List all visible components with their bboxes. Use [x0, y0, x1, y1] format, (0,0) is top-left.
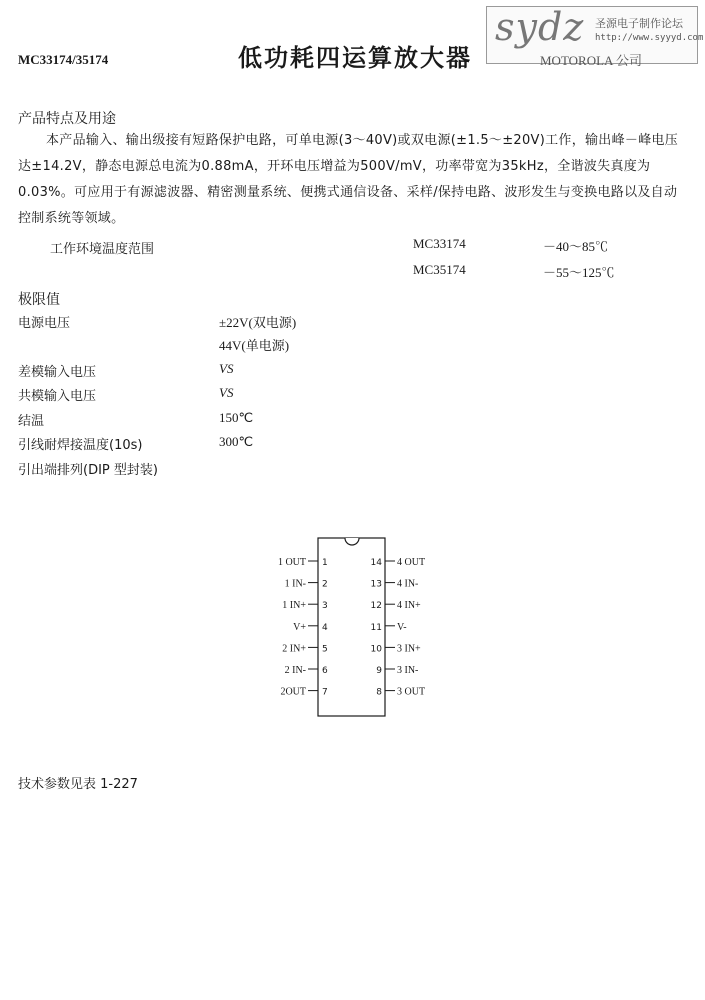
manufacturer: MOTOROLA 公司: [540, 53, 642, 68]
model-number: MC33174/35174: [18, 52, 109, 67]
pin-number-9: 9: [376, 666, 382, 676]
limits-heading: 极限值: [18, 292, 60, 308]
footer-note: 技术参数见表 1-227: [18, 777, 138, 792]
pin-number-12: 12: [370, 601, 382, 612]
pin-name-14: 4 OUT: [397, 557, 426, 568]
limit-label-cm-input: 共模输入电压: [18, 389, 97, 404]
limit-value-junction-temp: 150℃: [219, 410, 254, 425]
temp-part-2: MC35174: [413, 262, 466, 277]
temp-part-1: MC33174: [413, 236, 466, 251]
pin-name-7: 2OUT: [280, 686, 306, 698]
pin-number-4: 4: [322, 622, 328, 633]
pin-number-14: 14: [370, 558, 382, 568]
pin-name-9: 3 IN-: [397, 665, 419, 676]
pin-number-3: 3: [322, 601, 328, 612]
logo-text: sydz: [495, 5, 585, 49]
temp-range-2: －55～125℃: [543, 265, 615, 280]
pin-number-13: 13: [370, 579, 382, 590]
ic-package-body: [318, 538, 385, 716]
pinout-heading: 引出端排列(DIP 型封装): [18, 463, 158, 478]
pin-name-11: V-: [397, 621, 407, 633]
pin-number-5: 5: [322, 644, 328, 655]
temp-range-label: 工作环境温度范围: [50, 242, 155, 257]
limit-value-solder-temp: 300℃: [219, 434, 254, 449]
pin-number-10: 10: [370, 644, 382, 655]
pin-name-1: 1 OUT: [277, 557, 306, 568]
limit-label-solder-temp: 引线耐焊接温度(10s): [18, 438, 143, 453]
limit-value-diff-input: VS: [219, 361, 234, 376]
limit-label-diff-input: 差模输入电压: [18, 365, 97, 380]
features-heading: 产品特点及用途: [18, 111, 116, 127]
page-title: 低功耗四运算放大器: [238, 44, 472, 72]
pin-number-1: 1: [322, 558, 328, 568]
temp-range-1: －40～85℃: [543, 239, 609, 254]
pin-name-6: 2 IN-: [284, 665, 306, 676]
logo-url: http://www.syyyd.com: [595, 33, 704, 43]
pin-number-8: 8: [376, 687, 382, 698]
pin-name-3: 1 IN+: [282, 600, 306, 612]
pin-name-2: 1 IN-: [284, 578, 306, 590]
pin-number-7: 7: [322, 687, 328, 698]
limit-value-supply-dual: ±22V(双电源): [219, 315, 297, 330]
pin-number-6: 6: [322, 666, 328, 676]
pin-name-5: 2 IN+: [282, 643, 306, 655]
pin-name-8: 3 OUT: [397, 686, 426, 698]
pin-number-2: 2: [322, 579, 328, 590]
features-paragraph: 本产品输入、输出级接有短路保护电路，可单电源(3～40V)或双电源(±1.5～±20V)工作，输出峰－峰电压达±14.2V，静态电源总电流为0.88mA，开环电压增益为500V/mV，功率带宽为35kHz，全谐波失真度为0.03%。可应用于有源滤波器、精密测量系统、便携式通信设备、采样/保持电路、波形发生与变换电路以及自动控制系统等领域。: [18, 133, 679, 226]
limit-value-cm-input: VS: [219, 385, 234, 400]
pin-name-4: V+: [293, 621, 306, 633]
pin-number-11: 11: [370, 622, 382, 633]
logo-site-name: 圣源电子制作论坛: [595, 17, 683, 30]
pin-name-10: 3 IN+: [397, 643, 421, 655]
ic-notch: [345, 538, 359, 545]
pin-name-13: 4 IN-: [397, 578, 419, 590]
limit-label-junction-temp: 结温: [18, 414, 45, 429]
pin-name-12: 4 IN+: [397, 600, 421, 612]
limit-value-supply-single: 44V(单电源): [219, 338, 290, 353]
limit-label-supply: 电源电压: [18, 316, 71, 331]
